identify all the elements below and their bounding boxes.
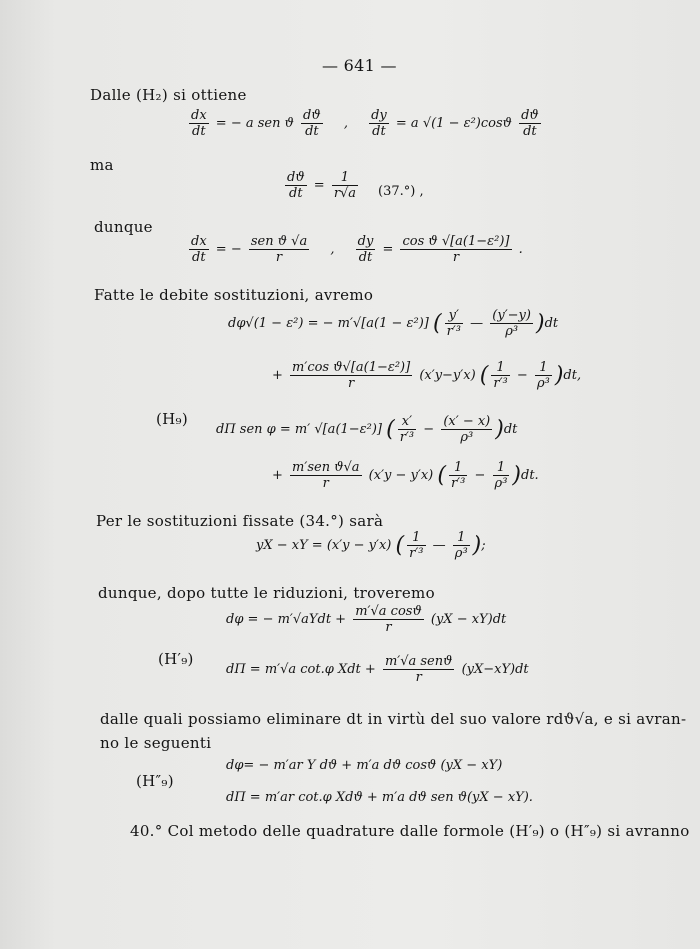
page-number: — 641 — (322, 56, 397, 75)
text-line-1: Dalle (H₂) si ottiene (90, 86, 247, 104)
equation-8: yX − xY = (x′y − y′x) ( $\frac{1}{\text{r′³}}$ — $\frac{1}{\text{ρ³}}$ ); (256, 530, 486, 561)
label-h9-double-prime: (H″₉) (136, 772, 174, 790)
text-line-4: Fatte le debite sostituzioni, avremo (94, 286, 374, 304)
equation-10: dΠ = m′√a cot.φ Xdt + $\frac{\text{m′√a senϑ}}{r}$ (yX−xY)dt (226, 654, 529, 685)
text-line-3: dunque (94, 218, 153, 236)
equation-6: dΠ sen φ = m′ √[a(1−ε²)] ( $\frac{x'}{\text{r′³}}$ − $\frac{(x' - x)}{\text{ρ³}}$ )dt (216, 414, 518, 445)
equation-7: + $\frac{\text{m′sen ϑ√a}}{r}$ (x′y − y′x) ( $\frac{1}{\text{r′³}}$ − $\frac{1}{\text{ρ³}}$ )dt. (272, 460, 539, 491)
text-line-9: 40.° Col metodo delle quadrature dalle formole (H′₉) o (H″₉) si avranno (130, 822, 690, 840)
equation-3: $\frac{dx}{dt}$ = − $\frac{\text{sen ϑ √a}}{r}$ , $\frac{dy}{dt}$ = $\frac{\text{cos ϑ √[a(1−ε²)]}}{r}$ . (191, 234, 523, 265)
label-h9-prime: (H′₉) (158, 650, 194, 668)
equation-9: dφ = − m′√aYdt + $\frac{\text{m′√a cosϑ}}{r}$ (yX − xY)dt (226, 604, 507, 635)
equation-12: dΠ = m′ar cot.φ Xdϑ + m′a dϑ sen ϑ(yX − xY). (226, 790, 533, 805)
eq-label-37: (37.°) , (378, 184, 424, 199)
text-line-2: ma (90, 156, 114, 174)
equation-11: dφ= − m′ar Y dϑ + m′a dϑ cosϑ (yX − xY) (226, 758, 503, 773)
equation-1: $\frac{dx}{dt}$ = − a sen ϑ $\frac{dϑ}{dt}$ , $\frac{dy}{dt}$ = a √(1 − ε²)cosϑ $\frac{dϑ}{dt}$ (191, 108, 539, 139)
label-h9: (H₉) (156, 410, 188, 428)
text-line-5: Per le sostituzioni fissate (34.°) sarà (96, 512, 384, 530)
text-line-6: dunque, dopo tutte le riduzioni, troveremo (98, 584, 435, 602)
equation-4: dφ√(1 − ε²) = − m′√[a(1 − ε²)] ( $\frac{y'}{\text{r′³}}$ — $\frac{(y'-y)}{\text{ρ³}}$ )dt (228, 308, 559, 339)
equation-2: $\frac{dϑ}{dt}$ = $\frac{1}{r√a}$ (287, 170, 357, 201)
text-line-7: dalle quali possiamo eliminare dt in virtù del suo valore rdϑ√a, e si avran- (100, 710, 687, 728)
equation-5: + $\frac{\text{m′cos ϑ√[a(1−ε²)]}}{r}$ (x′y−y′x) ( $\frac{1}{\text{r′³}}$ − $\frac{1}{\text{ρ³}}$ )dt, (272, 360, 582, 391)
text-line-8: no le seguenti (100, 734, 212, 752)
